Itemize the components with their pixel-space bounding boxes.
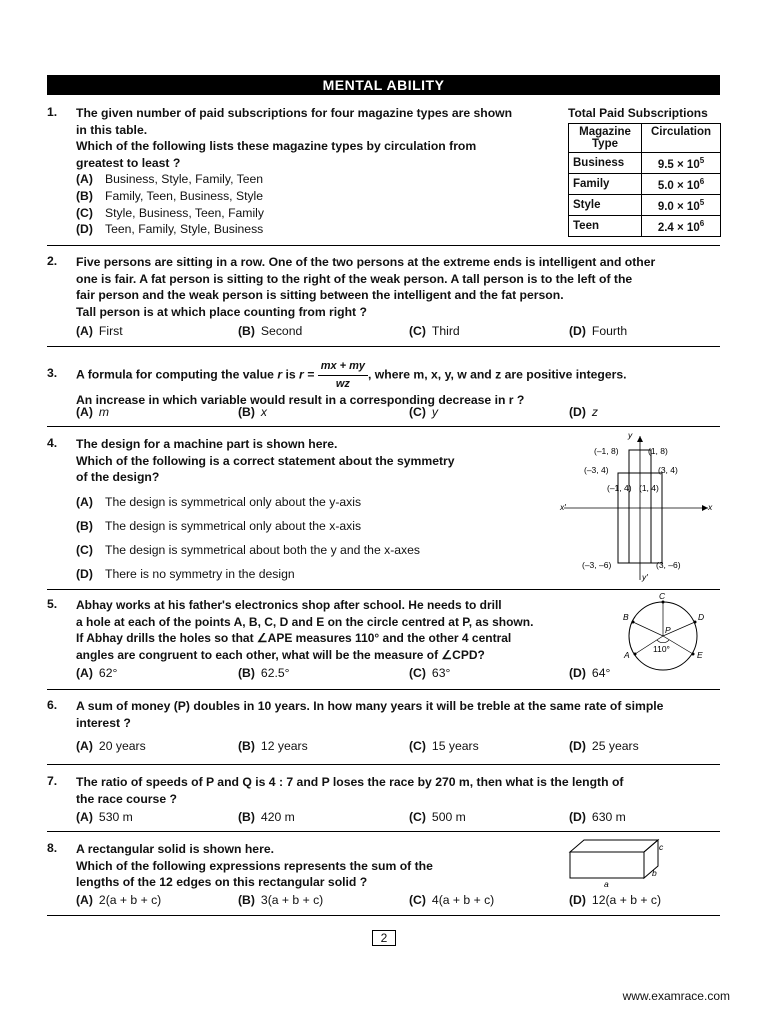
- option-b[interactable]: (B) 3(a + b + c): [238, 893, 324, 907]
- divider: [47, 764, 720, 765]
- question-number: 4.: [47, 436, 58, 450]
- circle-figure: [617, 590, 717, 682]
- option-b[interactable]: (B) 62.5°: [238, 666, 290, 680]
- subscriptions-table: [568, 123, 721, 237]
- table-row: Family $5.0 \times 10^6$: [569, 174, 721, 195]
- question-text: A sum of money (P) doubles in 10 years. In how many years it will be treble at the same rate of simple: [76, 699, 664, 713]
- question-text: greatest to least ?: [76, 155, 181, 170]
- edge-label: b: [652, 868, 657, 878]
- question-text: The design for a machine part is shown here.: [76, 437, 338, 451]
- option-c[interactable]: (C) Third: [409, 324, 460, 338]
- option-d[interactable]: (D) Fourth: [569, 324, 628, 338]
- question-text: of the design?: [76, 470, 160, 485]
- option-b[interactable]: (B) The design is symmetrical only about the x-axis: [76, 519, 362, 533]
- section-title: MENTAL ABILITY: [47, 75, 720, 95]
- option-d[interactable]: (D) Teen, Family, Style, Business: [76, 222, 264, 236]
- table-header: Magazine Type: [569, 124, 642, 153]
- question-text: Which of the following is a correct statement about the symmetry: [76, 453, 455, 468]
- option-a[interactable]: (A) The design is symmetrical only about the y-axis: [76, 495, 362, 509]
- question-text: Tall person is at which place counting from right ?: [76, 304, 367, 319]
- question-text: The given number of paid subscriptions for four magazine types are shown: [76, 106, 513, 120]
- point-label: (–1, 8): [594, 446, 619, 456]
- question-text: Five persons are sitting in a row. One of the two persons at the extreme ends is intelligent and other: [76, 255, 656, 269]
- table-row: Style $9.0 \times 10^5$: [569, 195, 721, 216]
- option-d[interactable]: (D) 12(a + b + c): [569, 893, 662, 907]
- point-label: C: [659, 591, 666, 601]
- question-number: 1.: [47, 105, 58, 119]
- point-label: (1, 4): [639, 483, 659, 493]
- point-label: (–1, 4): [607, 483, 632, 493]
- question-text: the race course ?: [76, 791, 177, 806]
- option-d[interactable]: (D) There is no symmetry in the design: [76, 567, 295, 581]
- option-a[interactable]: (A) 530 m: [76, 810, 133, 824]
- axis-label: x′: [560, 502, 566, 512]
- question-text: angles are congruent to each other, what will be the measure of ∠CPD?: [76, 647, 485, 662]
- option-b[interactable]: (B) 12 years: [238, 739, 308, 753]
- option-a[interactable]: (A) 20 years: [76, 739, 146, 753]
- axis-label: x: [708, 502, 713, 512]
- rectangular-solid-figure: [566, 836, 676, 888]
- option-a[interactable]: (A) m: [76, 405, 110, 419]
- divider: [47, 245, 720, 246]
- option-c[interactable]: (C) 15 years: [409, 739, 479, 753]
- machine-part-figure: [556, 428, 720, 586]
- question-6: [47, 698, 720, 753]
- option-c[interactable]: (C) 63°: [409, 666, 451, 680]
- option-a[interactable]: (A) 2(a + b + c): [76, 893, 162, 907]
- axis-label: y: [628, 430, 633, 440]
- option-a[interactable]: (A) 62°: [76, 666, 118, 680]
- point-label: D: [698, 612, 705, 622]
- question-text: fair person and the weak person is sitting between the intelligent and the fat person.: [76, 288, 564, 303]
- formula-fraction: $\frac{mx + my}{wz}$: [318, 358, 368, 392]
- option-b[interactable]: (B) Family, Teen, Business, Style: [76, 189, 264, 203]
- divider: [47, 689, 720, 690]
- point-label: (–3, –6): [582, 560, 612, 570]
- page-number: 2: [372, 930, 396, 946]
- divider: [47, 831, 720, 832]
- edge-label: a: [604, 879, 609, 888]
- question-text: Abhay works at his father's electronics shop after school. He needs to drill: [76, 598, 502, 612]
- question-number: 7.: [47, 774, 58, 788]
- option-c[interactable]: (C) y: [409, 405, 439, 419]
- option-d[interactable]: (D) 630 m: [569, 810, 626, 824]
- point-label: (3, 4): [658, 465, 678, 475]
- option-a[interactable]: (A) First: [76, 324, 123, 338]
- axis-label: y′: [642, 572, 648, 582]
- question-text: in this table.: [76, 122, 148, 137]
- question-number: 2.: [47, 254, 58, 268]
- question-7: [47, 774, 720, 824]
- option-a[interactable]: (A) Business, Style, Family, Teen: [76, 172, 264, 186]
- divider: [47, 915, 720, 916]
- point-label: (–3, 4): [584, 465, 609, 475]
- divider: [47, 346, 720, 347]
- question-text: If Abhay drills the holes so that ∠APE measures 110° and the other 4 central: [76, 631, 512, 646]
- question-text: The ratio of speeds of P and Q is 4 : 7 and P loses the race by 270 m, then what is the length of: [76, 775, 624, 789]
- option-d[interactable]: (D) 64°: [569, 666, 611, 680]
- question-3: 3. A formula for computing the value r is r = $\frac{mx + my}{wz}$ , where m, x, y, w and z are positive integers. An increase in which variable would result in a corresponding decrease in r ? (A) m (B) x (C) y (D) z: [47, 358, 720, 409]
- edge-label: c: [659, 842, 664, 852]
- question-number: 3.: [47, 366, 58, 380]
- option-b[interactable]: (B) Second: [238, 324, 303, 338]
- question-text: a hole at each of the points A, B, C, D and E on the circle centred at P, as shown.: [76, 614, 534, 629]
- option-d[interactable]: (D) z: [569, 405, 599, 419]
- option-c[interactable]: (C) 4(a + b + c): [409, 893, 495, 907]
- option-b[interactable]: (B) x: [238, 405, 268, 419]
- point-label: (1, 8): [648, 446, 668, 456]
- angle-label: 110°: [653, 644, 670, 654]
- option-c[interactable]: (C) The design is symmetrical about both the y and the x-axes: [76, 543, 421, 557]
- question-text: Which of the following expressions represents the sum of the: [76, 858, 433, 873]
- option-b[interactable]: (B) 420 m: [238, 810, 295, 824]
- option-d[interactable]: (D) 25 years: [569, 739, 639, 753]
- site-link[interactable]: www.examrace.com: [622, 989, 730, 1003]
- question-text: interest ?: [76, 715, 131, 730]
- question-text: A rectangular solid is shown here.: [76, 842, 274, 856]
- point-label: E: [697, 650, 703, 660]
- question-number: 6.: [47, 698, 58, 712]
- point-label: (3, –6): [656, 560, 681, 570]
- table-row: Business $9.5 \times 10^5$: [569, 153, 721, 174]
- option-c[interactable]: (C) 500 m: [409, 810, 466, 824]
- table-row: Teen $2.4 \times 10^6$: [569, 216, 721, 237]
- question-text: one is fair. A fat person is sitting to the right of the weak person. A tall person is to the left of the: [76, 271, 633, 286]
- question-number: 5.: [47, 597, 58, 611]
- point-label: B: [623, 612, 629, 622]
- table-header: Circulation: [642, 124, 721, 153]
- point-label: A: [624, 650, 630, 660]
- question-text: Which of the following lists these magazine types by circulation from: [76, 139, 477, 154]
- option-c[interactable]: (C) Style, Business, Teen, Family: [76, 206, 264, 220]
- point-label: P: [665, 625, 671, 635]
- question-2: [47, 254, 720, 338]
- table-title: Total Paid Subscriptions: [568, 106, 708, 120]
- question-text: lengths of the 12 edges on this rectangular solid ?: [76, 875, 368, 890]
- divider: [47, 426, 720, 427]
- question-number: 8.: [47, 841, 58, 855]
- question-text: An increase in which variable would result in a corresponding decrease in r ?: [76, 393, 525, 408]
